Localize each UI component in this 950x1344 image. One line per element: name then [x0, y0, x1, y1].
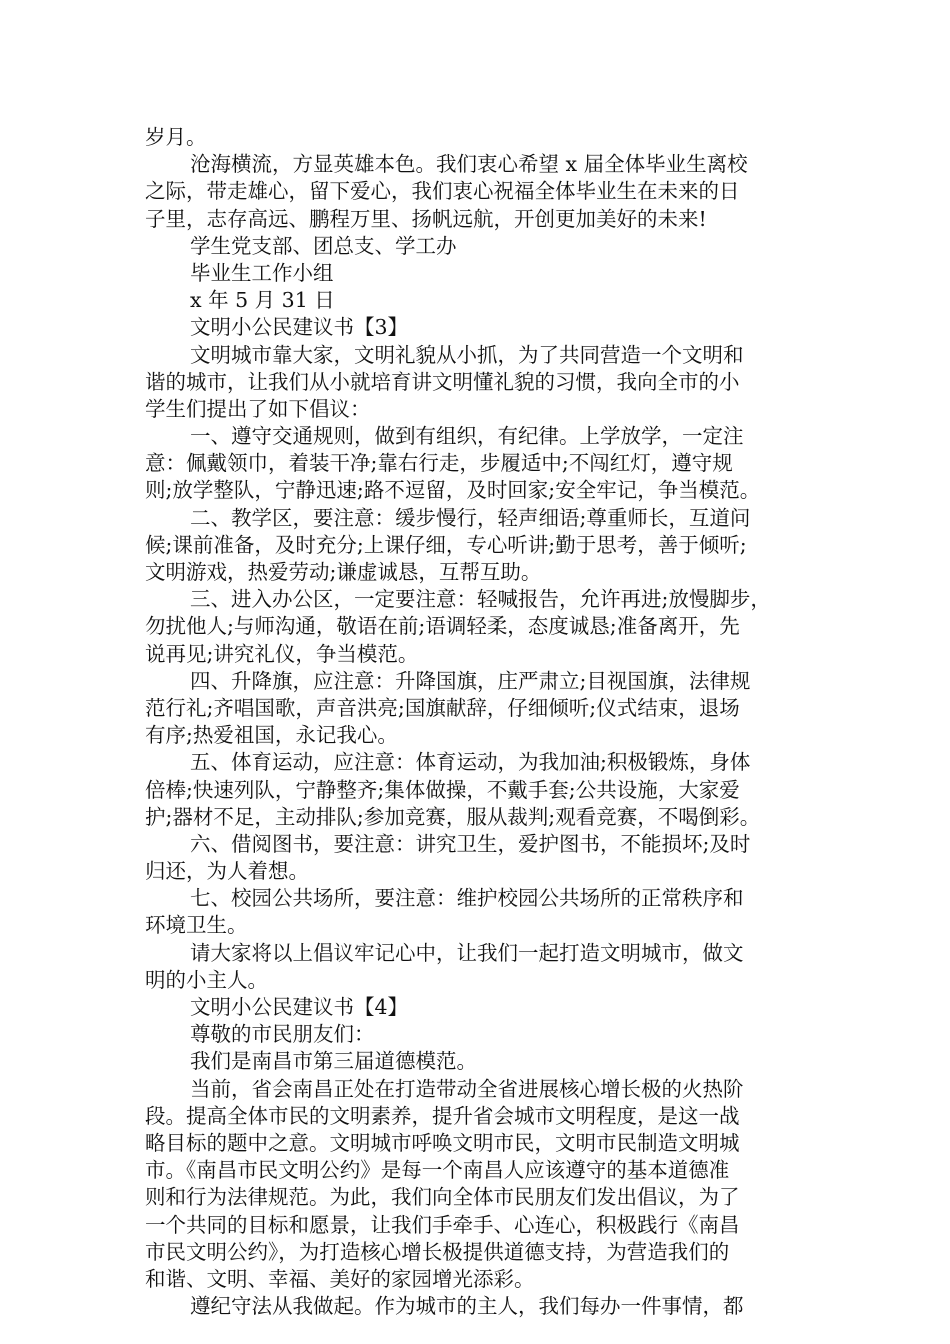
text-line: 岁月。	[145, 125, 207, 149]
text-line: x 年 5 月 31 日	[190, 288, 335, 313]
text-line: 文明城市靠大家，文明礼貌从小抓，为了共同营造一个文明和	[190, 342, 744, 367]
text-line: 归还，为人着想。	[145, 859, 309, 884]
text-line: 则;放学整队，宁静迅速;路不逗留，及时回家;安全牢记，争当模范。	[145, 478, 761, 503]
text-line: 当前，省会南昌正处在打造带动全省进展核心增长极的火热阶	[190, 1076, 744, 1101]
text-line: 意：佩戴领巾，着装干净;靠右行走，步履适中;不闯红灯，遵守规	[145, 451, 733, 476]
text-line: 四、升降旗，应注意：升降国旗，庄严肃立;目视国旗，法律规	[190, 668, 751, 693]
text-line: 市民文明公约》，为打造核心增长极提供道德支持，为营造我们的	[145, 1239, 730, 1264]
text-line: 勿扰他人;与师沟通，敬语在前;语调轻柔，态度诚恳;准备离开，先	[145, 614, 740, 639]
text-line: 二、教学区，要注意：缓步慢行，轻声细语;尊重师长，互道问	[190, 505, 751, 530]
text-line: 尊敬的市民朋友们：	[190, 1022, 375, 1047]
text-line: 倍棒;快速列队，宁静整齐;集体做操，不戴手套;公共设施，大家爱	[145, 777, 740, 802]
text-line: 则和行为法律规范。为此，我们向全体市民朋友们发出倡议，为了	[145, 1185, 740, 1210]
text-line: 六、借阅图书，要注意：讲究卫生，爱护图书，不能损坏;及时	[190, 831, 751, 856]
text-line: 文明小公民建议书【4】	[190, 995, 409, 1019]
text-line: 护;器材不足，主动排队;参加竞赛，服从裁判;观看竞赛，不喝倒彩。	[145, 804, 761, 829]
text-line: 候;课前准备，及时充分;上课仔细，专心听讲;勤于思考，善于倾听;	[145, 532, 747, 557]
text-line: 谐的城市，让我们从小就培育讲文明懂礼貌的习惯，我向全市的小	[145, 369, 740, 394]
text-line: 七、校园公共场所，要注意：维护校园公共场所的正常秩序和	[190, 886, 744, 911]
text-line: 毕业生工作小组	[190, 260, 334, 285]
text-line: 文明小公民建议书【3】	[190, 315, 409, 340]
document-body	[145, 124, 810, 1320]
text-line: 三、进入办公区，一定要注意：轻喊报告，允许再进;放慢脚步，	[190, 587, 771, 612]
text-line: 市。《南昌市民文明公约》是每一个南昌人应该遵守的基本道德准	[145, 1158, 730, 1183]
text-line: 子里，志存高远、鹏程万里、扬帆远航，开创更加美好的未来!	[145, 206, 707, 231]
text-line: 段。提高全体市民的文明素养，提升省会城市文明程度，是这一战	[145, 1103, 740, 1128]
text-line: 学生们提出了如下倡议：	[145, 396, 371, 421]
text-line: 和谐、文明、幸福、美好的家园增光添彩。	[145, 1266, 535, 1291]
text-line: 之际，带走雄心，留下爱心，我们衷心祝福全体毕业生在未来的日	[145, 179, 740, 204]
text-line: 请大家将以上倡议牢记心中，让我们一起打造文明城市，做文	[190, 940, 744, 965]
text-line: 范行礼;齐唱国歌，声音洪亮;国旗献辞，仔细倾听;仪式结束，退场	[145, 695, 740, 720]
text-line: 文明游戏，热爱劳动;谦虚诚恳，互帮互助。	[145, 560, 542, 584]
text-line: 我们是南昌市第三届道德模范。	[190, 1049, 477, 1074]
text-line: 说再见;讲究礼仪，争当模范。	[145, 641, 419, 666]
text-line: 一、遵守交通规则，做到有组织，有纪律。上学放学，一定注	[190, 424, 744, 449]
text-line: 明的小主人。	[145, 967, 268, 992]
text-line: 沧海横流，方显英雄本色。我们衷心希望 x 届全体毕业生离校	[190, 152, 748, 177]
text-line: 五、体育运动，应注意：体育运动，为我加油;积极锻炼，身体	[190, 750, 751, 775]
text-line: 略目标的题中之意。文明城市呼唤文明市民，文明市民制造文明城	[145, 1130, 740, 1155]
text-line: 环境卫生。	[145, 913, 248, 938]
text-line: 有序;热爱祖国，永记我心。	[145, 723, 398, 748]
text-line: 一个共同的目标和愿景，让我们手牵手、心连心，积极践行《南昌	[145, 1212, 740, 1237]
text-line: 学生党支部、团总支、学工办	[190, 233, 457, 258]
text-line: 遵纪守法从我做起。作为城市的主人，我们每办一件事情，都	[190, 1294, 744, 1319]
